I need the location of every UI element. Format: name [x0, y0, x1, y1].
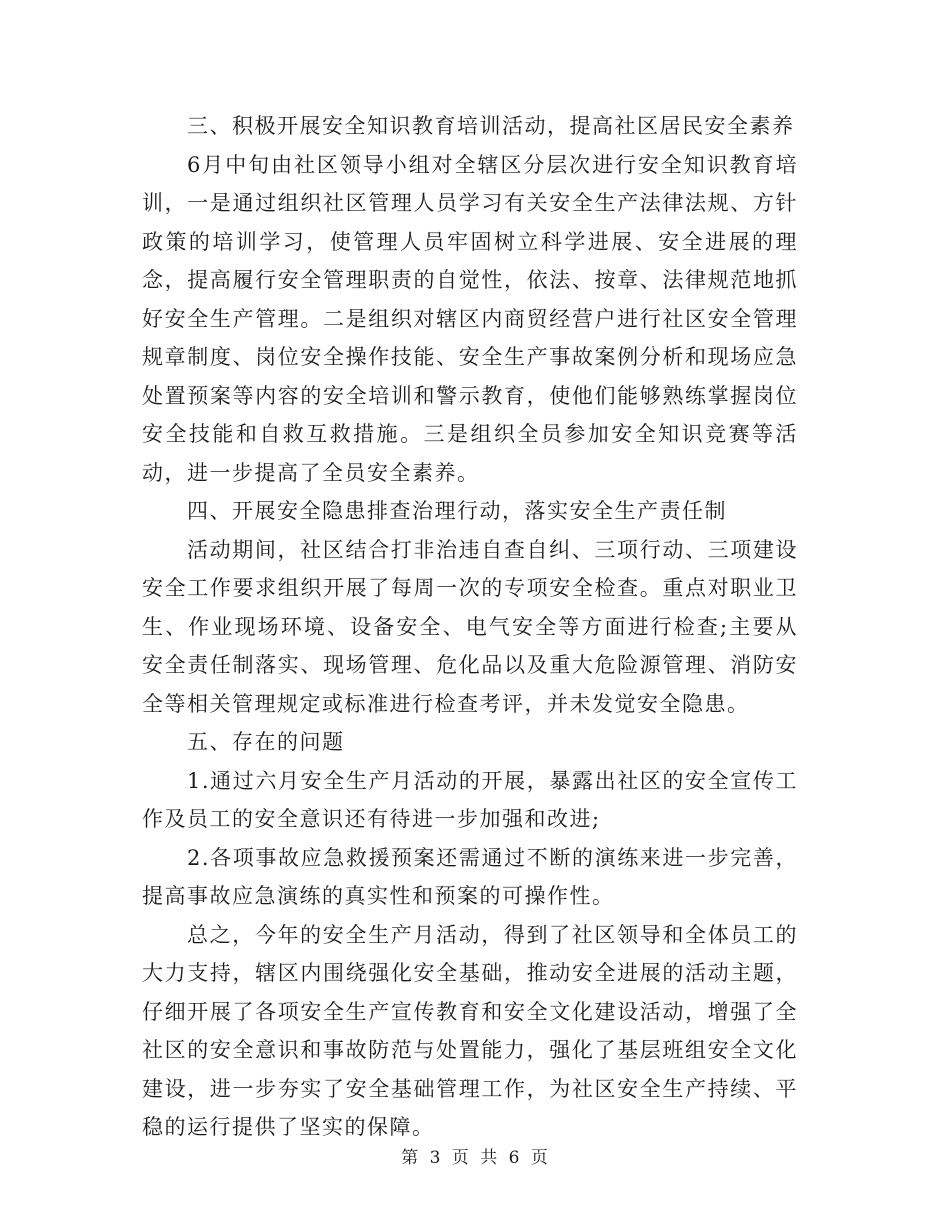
section-heading-5: 五、存在的问题	[187, 730, 345, 754]
section-heading-3: 三、积极开展安全知识教育培训活动，提高社区居民安全素养	[187, 114, 795, 138]
paragraph-inspection: 活动期间，社区结合打非治违自查自纠、三项行动、三项建设安全工作要求组织开展了每周一次的专项安全检查。重点对职业卫生、作业现场环境、设备安全、电气安全等方面进行检查;主要从安全责任制落实、现场管理、危化品以及重大危险源管理、消防安全等相关管理规定或标准进行检查考评，并未发觉安全隐患。	[142, 537, 798, 716]
section-heading-4: 四、开展安全隐患排查治理行动，落实安全生产责任制	[187, 499, 727, 523]
paragraph-training: 6月中旬由社区领导小组对全辖区分层次进行安全知识教育培训，一是通过组织社区管理人员学习有关安全生产法律法规、方针政策的培训学习，使管理人员牢固树立科学进展、安全进展的理念，提高履行安全管理职责的自觉性，依法、按章、法律规范地抓好安全生产管理。二是组织对辖区内商贸经营户进行社区安全管理规章制度、岗位安全操作技能、安全生产事故案例分析和现场应急处置预案等内容的安全培训和警示教育，使他们能够熟练掌握岗位安全技能和自救互救措施。三是组织全员参加安全知识竞赛等活动，进一步提高了全员安全素养。	[142, 152, 798, 485]
document-body	[142, 107, 798, 1147]
problem-item-1: 1.通过六月安全生产月活动的开展，暴露出社区的安全宣传工作及员工的安全意识还有待进一步加强和改进;	[142, 768, 798, 831]
page-number: 第 3 页 共 6 页	[401, 1148, 549, 1168]
problem-item-2: 2.各项事故应急救援预案还需通过不断的演练来进一步完善，提高事故应急演练的真实性和预案的可操作性。	[142, 845, 798, 908]
paragraph-summary: 总之，今年的安全生产月活动，得到了社区领导和全体员工的大力支持，辖区内围绕强化安全基础，推动安全进展的活动主题，仔细开展了各项安全生产宣传教育和安全文化建设活动，增强了全社区的安全意识和事故防范与处置能力，强化了基层班组安全文化建设，进一步夯实了安全基础管理工作，为社区安全生产持续、平稳的运行提供了坚实的保障。	[142, 922, 798, 1139]
